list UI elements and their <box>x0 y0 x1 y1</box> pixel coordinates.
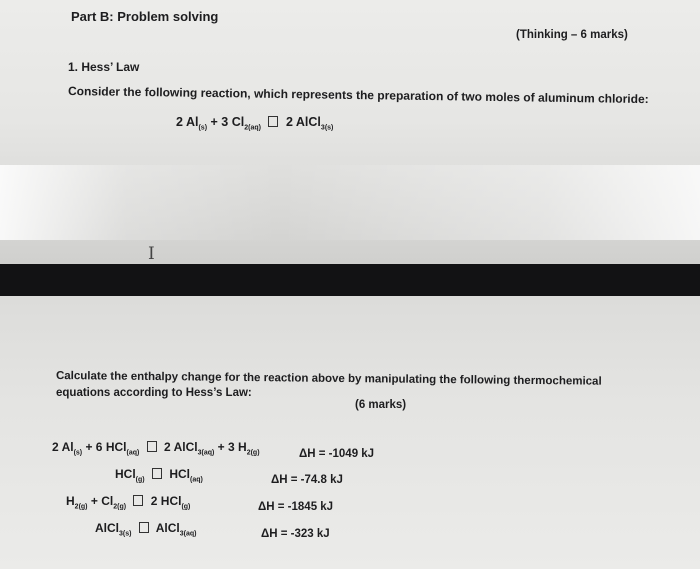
equation-4 <box>95 521 196 537</box>
state-label: (s) <box>73 449 83 457</box>
subscript: 3 <box>179 530 184 538</box>
eq-term: HCl <box>169 467 190 481</box>
equation-2 <box>115 467 203 483</box>
eq-term: AlCl <box>95 521 119 535</box>
light-glare <box>0 165 700 240</box>
arrow-placeholder-icon <box>147 441 157 452</box>
subscript: 2 <box>244 124 249 132</box>
eq-term: + 3 H <box>217 440 247 454</box>
reactant-cl: + 3 Cl <box>210 115 245 129</box>
section-marks: (Thinking – 6 marks) <box>516 29 628 41</box>
state-label: (s) <box>198 124 208 132</box>
state-label: (g) <box>78 503 88 511</box>
delta-h-3: ΔH = -1845 kJ <box>258 501 334 513</box>
equation-3 <box>66 494 190 510</box>
section-title: Part B: Problem solving <box>71 9 219 24</box>
state-label: (s) <box>122 530 132 538</box>
subscript: 2 <box>246 449 251 457</box>
eq-term: 2 Al <box>52 440 74 454</box>
question-title: 1. Hess’ Law <box>68 60 140 74</box>
reactant-al: 2 Al <box>176 115 199 129</box>
state-label: (aq) <box>201 449 215 457</box>
subscript: 3 <box>197 449 202 457</box>
state-label: (aq) <box>189 476 203 484</box>
text-cursor-icon: I <box>148 244 155 264</box>
eq-term: 2 AlCl <box>164 440 198 454</box>
delta-h-2: ΔH = -74.8 kJ <box>271 474 343 486</box>
state-label: (g) <box>250 449 260 457</box>
task-line-1: Calculate the enthalpy change for the reaction above by manipulating the following thermochemical <box>55 370 602 388</box>
state-label: (g) <box>117 503 127 511</box>
state-label: (g) <box>181 503 191 511</box>
state-label: (aq) <box>248 124 261 132</box>
task-marks: (6 marks) <box>355 399 407 411</box>
question-intro: Consider the following reaction, which represents the preparation of two moles of aluminum chloride: <box>67 84 649 107</box>
state-label: (aq) <box>126 449 140 457</box>
state-label: (aq) <box>183 530 197 538</box>
eq-term: AlCl <box>155 521 180 535</box>
arrow-placeholder-icon <box>133 495 143 506</box>
delta-h-1: ΔH = -1049 kJ <box>299 448 375 460</box>
subscript: 3 <box>119 530 123 538</box>
arrow-placeholder-icon <box>139 522 149 533</box>
arrow-placeholder-icon <box>268 116 278 127</box>
subscript: 3 <box>320 124 325 132</box>
eq-term: + Cl <box>90 494 114 508</box>
target-reaction <box>176 115 333 132</box>
delta-h-4: ΔH = -323 kJ <box>261 528 330 540</box>
eq-term: 2 HCl <box>150 494 182 508</box>
product-alcl3: 2 AlCl <box>285 115 321 129</box>
eq-term: H <box>66 494 75 508</box>
eq-term: HCl <box>115 467 136 481</box>
page-divider-band <box>0 264 700 296</box>
subscript: 2 <box>113 503 118 511</box>
task-line-2: equations according to Hess’s Law: <box>56 387 252 399</box>
subscript: 2 <box>74 503 79 511</box>
state-label: (s) <box>324 124 334 132</box>
arrow-placeholder-icon <box>152 468 162 479</box>
state-label: (g) <box>135 476 145 484</box>
eq-term: + 6 HCl <box>85 440 127 454</box>
equation-1 <box>52 440 260 456</box>
